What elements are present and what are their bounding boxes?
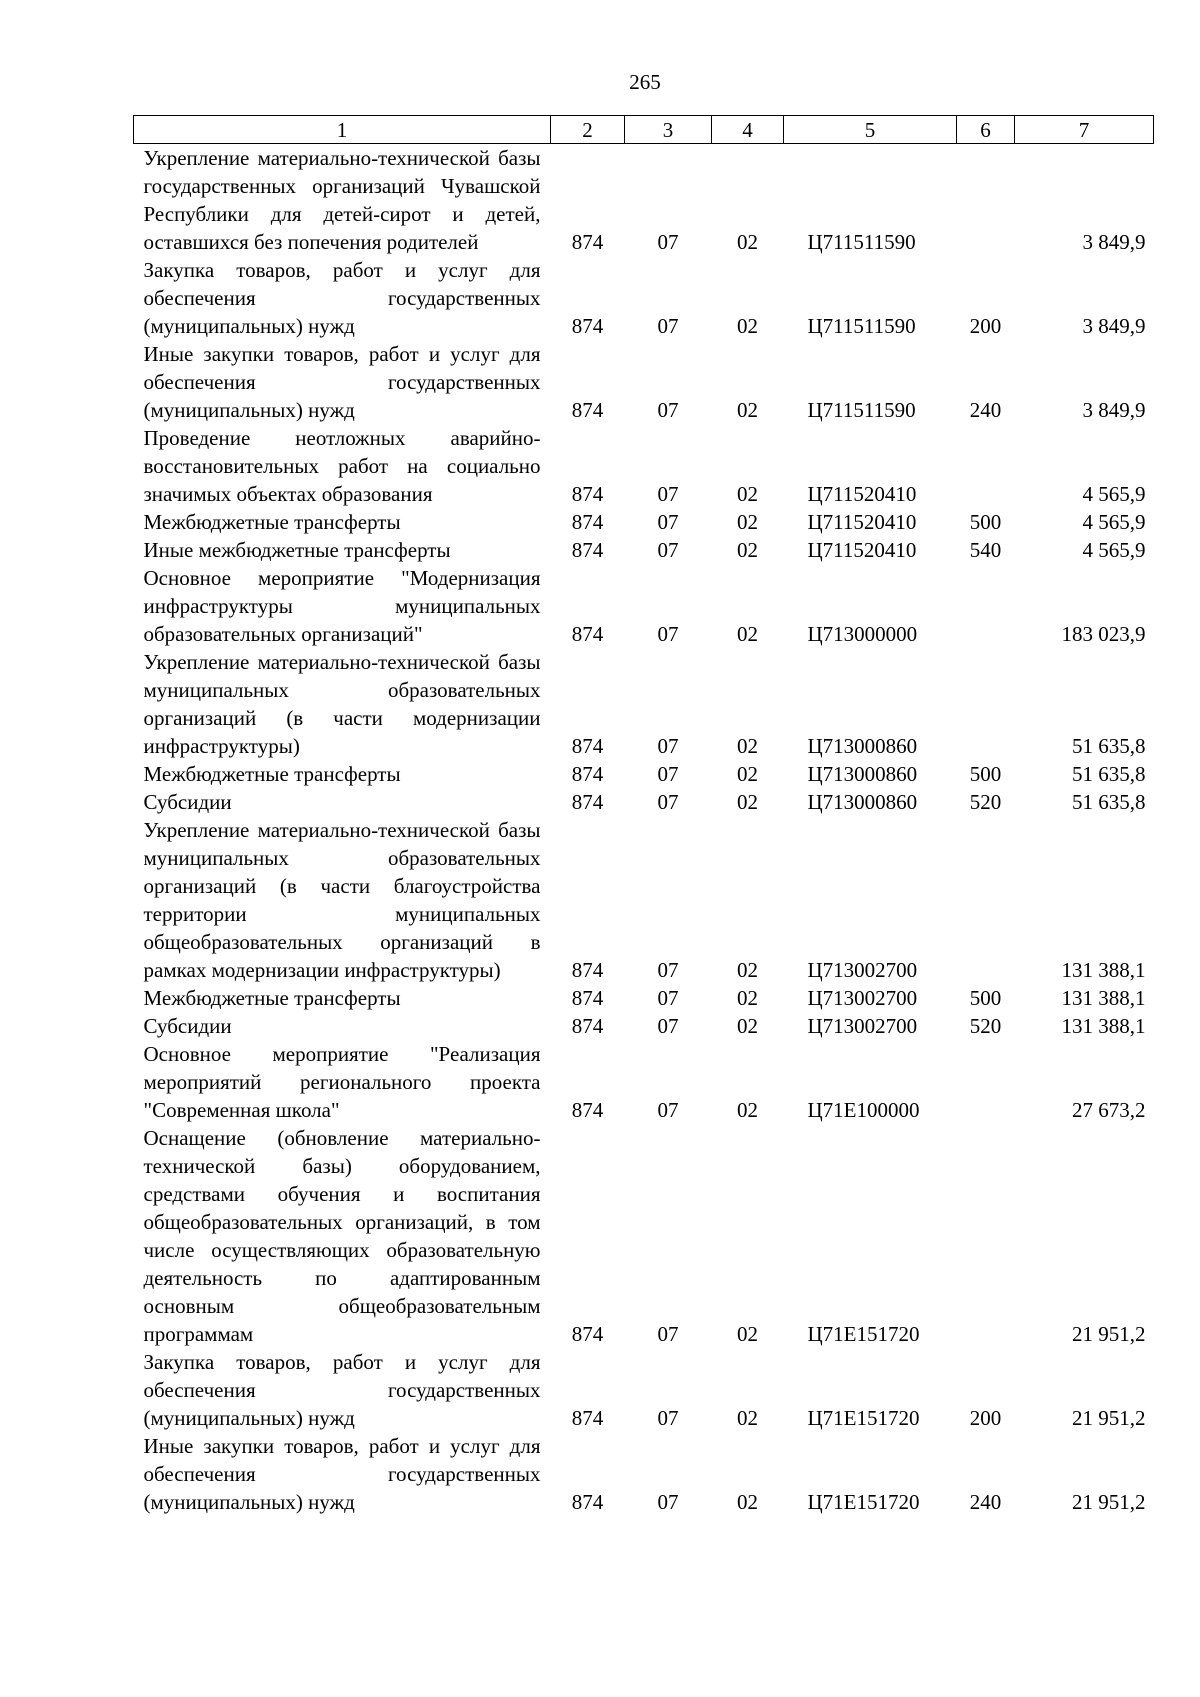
row-target-code: Ц713000000 bbox=[807, 622, 918, 646]
table-row bbox=[134, 536, 1154, 564]
row-subsection: 02 bbox=[737, 1014, 758, 1038]
row-section: 07 bbox=[657, 1098, 679, 1122]
header-cell-6: 6 bbox=[957, 116, 1015, 144]
row-subsection: 02 bbox=[737, 314, 758, 338]
row-subsection: 02 bbox=[737, 538, 758, 562]
row-expense-type bbox=[957, 1040, 1015, 1124]
row-admin-code: 874 bbox=[571, 762, 604, 786]
row-admin-code: 874 bbox=[571, 230, 604, 254]
row-section: 07 bbox=[657, 1014, 679, 1038]
table-row bbox=[134, 648, 1154, 760]
header-cell-3: 3 bbox=[625, 116, 712, 144]
row-subsection: 02 bbox=[737, 510, 758, 534]
row-expense-type: 240 bbox=[969, 398, 1002, 422]
row-admin-code: 874 bbox=[571, 958, 604, 982]
row-amount: 51 635,8 bbox=[1072, 762, 1146, 786]
row-admin-code: 874 bbox=[571, 1322, 604, 1346]
table-header bbox=[134, 116, 1154, 144]
row-name: Иные закупки товаров, работ и услуг для обеспечения государственных (муниципальных) нужд bbox=[143, 1434, 541, 1514]
row-expense-type: 520 bbox=[969, 1014, 1002, 1038]
row-section: 07 bbox=[657, 538, 679, 562]
row-expense-type: 500 bbox=[969, 510, 1002, 534]
row-expense-type: 520 bbox=[969, 790, 1002, 814]
row-admin-code: 874 bbox=[571, 510, 604, 534]
row-subsection: 02 bbox=[737, 1098, 758, 1122]
row-admin-code: 874 bbox=[571, 1406, 604, 1430]
table-row bbox=[134, 144, 1154, 257]
row-admin-code: 874 bbox=[571, 790, 604, 814]
row-target-code: Ц71Е151720 bbox=[807, 1490, 920, 1514]
row-amount: 3 849,9 bbox=[1082, 398, 1146, 422]
row-name: Укрепление материально-технической базы муниципальных образовательных организаций (в части благоустройства территории муниципальных общеобразовательных организаций в рамках модернизации инфраструктуры) bbox=[143, 818, 541, 982]
row-name: Иные межбюджетные трансферты bbox=[143, 538, 451, 562]
row-amount: 21 951,2 bbox=[1072, 1322, 1146, 1346]
row-name: Укрепление материально-технической базы муниципальных образовательных организаций (в части модернизации инфраструктуры) bbox=[143, 650, 541, 758]
row-subsection: 02 bbox=[737, 762, 758, 786]
table-row bbox=[134, 760, 1154, 788]
row-target-code: Ц711520410 bbox=[807, 510, 917, 534]
table-body bbox=[134, 144, 1154, 1517]
row-name: Межбюджетные трансферты bbox=[143, 986, 401, 1010]
row-target-code: Ц713002700 bbox=[807, 958, 918, 982]
row-name: Основное мероприятие "Реализация мероприятий регионального проекта "Современная школа" bbox=[143, 1042, 541, 1122]
row-name: Проведение неотложных аварийно-восстановительных работ на социально значимых объектах образования bbox=[143, 426, 541, 506]
row-expense-type bbox=[957, 144, 1015, 257]
row-target-code: Ц711511590 bbox=[807, 230, 916, 254]
header-cell-5: 5 bbox=[784, 116, 957, 144]
row-target-code: Ц711511590 bbox=[807, 398, 916, 422]
row-name: Закупка товаров, работ и услуг для обеспечения государственных (муниципальных) нужд bbox=[143, 258, 541, 338]
table-row bbox=[134, 1124, 1154, 1348]
row-amount: 27 673,2 bbox=[1072, 1098, 1146, 1122]
row-admin-code: 874 bbox=[571, 1490, 604, 1514]
row-subsection: 02 bbox=[737, 1322, 758, 1346]
row-name: Укрепление материально-технической базы государственных организаций Чувашской Республики для детей-сирот и детей, оставшихся без попечения родителей bbox=[143, 146, 541, 254]
row-amount: 131 388,1 bbox=[1061, 1014, 1146, 1038]
table-row bbox=[134, 340, 1154, 424]
row-subsection: 02 bbox=[737, 1406, 758, 1430]
row-expense-type bbox=[957, 564, 1015, 648]
row-expense-type: 500 bbox=[969, 762, 1002, 786]
row-target-code: Ц711511590 bbox=[807, 314, 916, 338]
row-amount: 131 388,1 bbox=[1061, 958, 1146, 982]
row-section: 07 bbox=[657, 1490, 679, 1514]
row-admin-code: 874 bbox=[571, 398, 604, 422]
row-expense-type bbox=[957, 1124, 1015, 1348]
row-subsection: 02 bbox=[737, 398, 758, 422]
row-amount: 51 635,8 bbox=[1072, 790, 1146, 814]
row-expense-type: 500 bbox=[969, 986, 1002, 1010]
row-target-code: Ц713002700 bbox=[807, 1014, 918, 1038]
row-expense-type: 540 bbox=[969, 538, 1002, 562]
row-name: Субсидии bbox=[143, 1014, 232, 1038]
header-cell-1: 1 bbox=[134, 116, 551, 144]
row-admin-code: 874 bbox=[571, 622, 604, 646]
row-subsection: 02 bbox=[737, 622, 758, 646]
row-target-code: Ц71Е151720 bbox=[807, 1406, 920, 1430]
row-admin-code: 874 bbox=[571, 734, 604, 758]
table-row bbox=[134, 424, 1154, 508]
row-target-code: Ц711520410 bbox=[807, 538, 917, 562]
row-subsection: 02 bbox=[737, 790, 758, 814]
row-subsection: 02 bbox=[737, 958, 758, 982]
row-section: 07 bbox=[657, 762, 679, 786]
row-section: 07 bbox=[657, 482, 679, 506]
row-expense-type: 240 bbox=[969, 1490, 1002, 1514]
row-admin-code: 874 bbox=[571, 1098, 604, 1122]
table-row bbox=[134, 1432, 1154, 1516]
row-admin-code: 874 bbox=[571, 482, 604, 506]
row-amount: 183 023,9 bbox=[1061, 622, 1146, 646]
row-expense-type bbox=[957, 648, 1015, 760]
header-cell-2: 2 bbox=[551, 116, 625, 144]
row-section: 07 bbox=[657, 1322, 679, 1346]
header-cell-4: 4 bbox=[712, 116, 784, 144]
row-amount: 21 951,2 bbox=[1072, 1406, 1146, 1430]
budget-table bbox=[133, 115, 1154, 1516]
row-name: Закупка товаров, работ и услуг для обеспечения государственных (муниципальных) нужд bbox=[143, 1350, 541, 1430]
row-target-code: Ц713000860 bbox=[807, 790, 918, 814]
row-target-code: Ц713002700 bbox=[807, 986, 918, 1010]
row-target-code: Ц711520410 bbox=[807, 482, 917, 506]
row-expense-type bbox=[957, 816, 1015, 984]
row-section: 07 bbox=[657, 314, 679, 338]
table-row bbox=[134, 816, 1154, 984]
row-amount: 51 635,8 bbox=[1072, 734, 1146, 758]
row-amount: 131 388,1 bbox=[1061, 986, 1146, 1010]
table-row bbox=[134, 1348, 1154, 1432]
row-section: 07 bbox=[657, 510, 679, 534]
row-section: 07 bbox=[657, 986, 679, 1010]
row-target-code: Ц713000860 bbox=[807, 762, 918, 786]
row-section: 07 bbox=[657, 1406, 679, 1430]
row-name: Иные закупки товаров, работ и услуг для обеспечения государственных (муниципальных) нужд bbox=[143, 342, 541, 422]
row-amount: 4 565,9 bbox=[1082, 482, 1146, 506]
row-amount: 4 565,9 bbox=[1082, 538, 1146, 562]
table-row bbox=[134, 1012, 1154, 1040]
row-admin-code: 874 bbox=[571, 986, 604, 1010]
row-admin-code: 874 bbox=[571, 1014, 604, 1038]
header-row bbox=[134, 116, 1154, 144]
row-admin-code: 874 bbox=[571, 538, 604, 562]
row-expense-type: 200 bbox=[969, 314, 1002, 338]
row-section: 07 bbox=[657, 622, 679, 646]
row-section: 07 bbox=[657, 230, 679, 254]
row-subsection: 02 bbox=[737, 1490, 758, 1514]
table-row bbox=[134, 564, 1154, 648]
table-row bbox=[134, 508, 1154, 536]
header-cell-7: 7 bbox=[1015, 116, 1154, 144]
row-amount: 3 849,9 bbox=[1082, 314, 1146, 338]
table-row bbox=[134, 256, 1154, 340]
table-row bbox=[134, 984, 1154, 1012]
row-amount: 4 565,9 bbox=[1082, 510, 1146, 534]
row-subsection: 02 bbox=[737, 734, 758, 758]
row-name: Оснащение (обновление материально-технической базы) оборудованием, средствами обучения и воспитания общеобразовательных организаций, в том числе осуществляющих образовательную деятельность по адаптированным основным общеобразовательным программам bbox=[143, 1126, 541, 1346]
page-number: 265 bbox=[629, 70, 661, 94]
table-row bbox=[134, 788, 1154, 816]
row-subsection: 02 bbox=[737, 482, 758, 506]
row-name: Основное мероприятие "Модернизация инфраструктуры муниципальных образовательных организаций" bbox=[143, 566, 541, 646]
row-name: Межбюджетные трансферты bbox=[143, 762, 401, 786]
row-target-code: Ц713000860 bbox=[807, 734, 918, 758]
row-amount: 3 849,9 bbox=[1082, 230, 1146, 254]
table-row bbox=[134, 1040, 1154, 1124]
row-amount: 21 951,2 bbox=[1072, 1490, 1146, 1514]
row-name: Межбюджетные трансферты bbox=[143, 510, 401, 534]
row-expense-type bbox=[957, 424, 1015, 508]
row-admin-code: 874 bbox=[571, 314, 604, 338]
row-subsection: 02 bbox=[737, 230, 758, 254]
row-section: 07 bbox=[657, 790, 679, 814]
row-section: 07 bbox=[657, 398, 679, 422]
row-name: Субсидии bbox=[143, 790, 232, 814]
row-expense-type: 200 bbox=[969, 1406, 1002, 1430]
row-target-code: Ц71Е151720 bbox=[807, 1322, 920, 1346]
row-section: 07 bbox=[657, 958, 679, 982]
row-subsection: 02 bbox=[737, 986, 758, 1010]
row-target-code: Ц71Е100000 bbox=[807, 1098, 920, 1122]
row-section: 07 bbox=[657, 734, 679, 758]
